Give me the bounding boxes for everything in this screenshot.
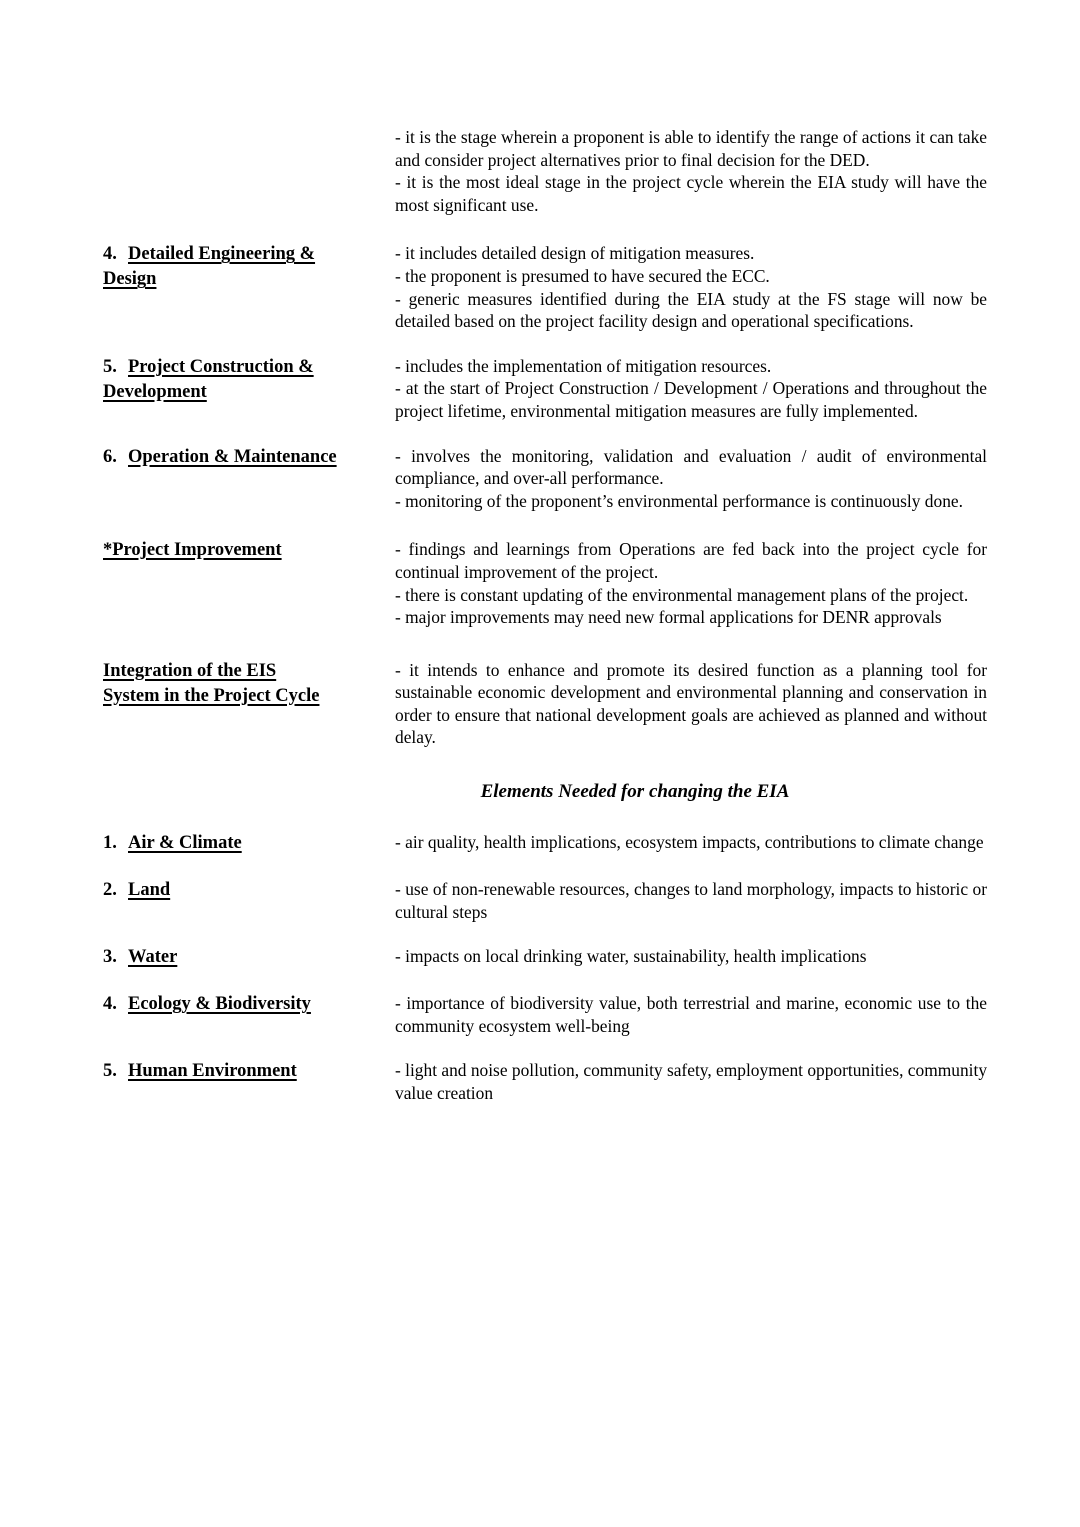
heading-label-line2: System in the Project Cycle xyxy=(103,685,320,706)
bullet-line: - importance of biodiversity value, both terrestrial and marine, economic use to the community ecosystem well-being xyxy=(395,993,987,1036)
description-text xyxy=(395,945,987,968)
section-heading-elements-needed: Elements Needed for changing the EIA xyxy=(480,781,790,803)
description-text xyxy=(395,538,987,628)
row-heading-cell xyxy=(103,945,395,970)
heading-label-line2: Development xyxy=(103,381,207,402)
heading-label: Ecology & Biodiversity xyxy=(128,994,311,1015)
bullet-line: - light and noise pollution, community safety, employment opportunities, community value creation xyxy=(395,1060,988,1104)
row-spacer xyxy=(103,749,987,779)
heading-human-environment xyxy=(103,1059,395,1084)
heading-number: 5. xyxy=(103,356,117,377)
heading-integration-eis-system xyxy=(103,659,395,709)
bullet-line: - it intends to enhance and promote its desired function as a planning tool for sustainable economic development and environmental planning and conservation in order to ensure that national development goals are achieved as planned and without delay. xyxy=(395,659,987,748)
row-description-cell xyxy=(395,945,987,968)
bullet-line: - monitoring of the proponent’s environmental performance is continuously done. xyxy=(395,490,963,511)
bullet-line: - impacts on local drinking water, sustainability, health implications xyxy=(395,946,867,967)
row-heading-cell xyxy=(103,659,395,709)
description-text xyxy=(395,1059,987,1104)
heading-number: 6. xyxy=(103,446,117,467)
row-description-cell xyxy=(395,445,987,513)
row-description-cell xyxy=(395,878,987,923)
row-description-cell xyxy=(395,538,987,628)
heading-number: 3. xyxy=(103,947,117,968)
description-text xyxy=(395,126,987,216)
heading-number: 2. xyxy=(103,880,117,901)
heading-label: Detailed Engineering & xyxy=(128,244,316,265)
row-spacer xyxy=(103,216,987,242)
heading-label: *Project Improvement xyxy=(103,540,282,561)
row-heading-cell xyxy=(103,831,395,856)
heading-label: Integration of the EIS xyxy=(103,660,277,681)
row-spacer xyxy=(103,423,987,445)
row-spacer xyxy=(103,805,987,831)
heading-number: 1. xyxy=(103,833,117,854)
row-spacer xyxy=(103,856,987,878)
description-text xyxy=(395,445,987,513)
table-row xyxy=(103,992,987,1037)
heading-label: Human Environment xyxy=(128,1061,297,1082)
heading-detailed-engineering-design xyxy=(103,242,395,292)
table-row xyxy=(103,878,987,923)
row-description-cell xyxy=(395,659,987,749)
description-text xyxy=(395,242,987,332)
heading-number: 5. xyxy=(103,1061,117,1082)
table-row xyxy=(103,355,987,423)
table-row xyxy=(103,945,987,970)
table-row xyxy=(103,538,987,628)
row-heading-cell xyxy=(103,355,395,405)
row-description-cell xyxy=(395,242,987,332)
heading-project-improvement xyxy=(103,538,395,563)
row-spacer xyxy=(103,1037,987,1059)
row-heading-cell xyxy=(103,992,395,1017)
table-row xyxy=(103,445,987,513)
heading-label: Project Construction & xyxy=(128,356,314,377)
row-heading-cell xyxy=(103,445,395,470)
description-text xyxy=(395,878,987,923)
heading-operation-maintenance xyxy=(103,445,395,470)
heading-project-construction-development xyxy=(103,355,395,405)
bullet-line: - major improvements may need new formal applications for DENR approvals xyxy=(395,607,942,628)
row-spacer xyxy=(103,333,987,355)
heading-label-line2: Design xyxy=(103,269,157,290)
heading-ecology-biodiversity xyxy=(103,992,395,1017)
row-description-cell xyxy=(395,126,987,216)
bullet-line: - generic measures identified during the EIA study at the FS stage will now be detailed based on the project facility design and operational specifications. xyxy=(395,288,987,332)
heading-air-climate xyxy=(103,831,395,856)
section-heading-container xyxy=(103,779,987,805)
heading-number: 4. xyxy=(103,994,117,1015)
row-spacer xyxy=(103,923,987,945)
row-heading-cell xyxy=(103,878,395,903)
heading-label: Air & Climate xyxy=(128,833,242,854)
heading-land xyxy=(103,878,395,903)
bullet-line: - includes the implementation of mitigation resources. xyxy=(395,355,772,376)
bullet-line: - at the start of Project Construction / Development / Operations and throughout the project lifetime, environmental mitigation measures are fully implemented. xyxy=(395,378,987,421)
table-row xyxy=(103,126,987,216)
bullet-line: - it is the most ideal stage in the project cycle wherein the EIA study will have the most significant use. xyxy=(395,172,987,215)
description-text xyxy=(395,355,987,423)
heading-label: Water xyxy=(128,947,178,968)
document-content xyxy=(103,126,987,1105)
bullet-line: - findings and learnings from Operations are fed back into the project cycle for continual improvement of the project. xyxy=(395,539,987,582)
row-description-cell xyxy=(395,992,987,1037)
heading-label: Land xyxy=(128,880,171,901)
bullet-line: - it includes detailed design of mitigation measures. xyxy=(395,243,755,264)
table-row xyxy=(103,831,987,856)
bullet-line: - air quality, health implications, ecosystem impacts, contributions to climate change xyxy=(395,832,984,853)
row-heading-cell xyxy=(103,242,395,292)
bullet-line: - it is the stage wherein a proponent is able to identify the range of actions it can take and consider project alternatives prior to final decision for the DED. xyxy=(395,127,987,170)
heading-label: Operation & Maintenance xyxy=(128,446,337,467)
row-spacer xyxy=(103,629,987,659)
description-text xyxy=(395,992,987,1037)
description-text xyxy=(395,831,987,854)
bullet-line: - there is constant updating of the environmental management plans of the project. xyxy=(395,584,969,605)
table-row xyxy=(103,242,987,332)
description-text xyxy=(395,659,987,749)
row-heading-cell xyxy=(103,1059,395,1084)
row-description-cell xyxy=(395,831,987,854)
bullet-line: - the proponent is presumed to have secured the ECC. xyxy=(395,265,770,286)
bullet-line: - use of non-renewable resources, changes to land morphology, impacts to historic or cultural steps xyxy=(395,879,987,922)
row-description-cell xyxy=(395,1059,987,1104)
row-spacer xyxy=(103,512,987,538)
row-heading-cell xyxy=(103,538,395,563)
heading-water xyxy=(103,945,395,970)
row-description-cell xyxy=(395,355,987,423)
table-row xyxy=(103,1059,987,1104)
bullet-line: - involves the monitoring, validation and evaluation / audit of environmental compliance, and over-all performance. xyxy=(395,445,987,489)
row-spacer xyxy=(103,970,987,992)
table-row xyxy=(103,659,987,749)
heading-number: 4. xyxy=(103,244,117,265)
